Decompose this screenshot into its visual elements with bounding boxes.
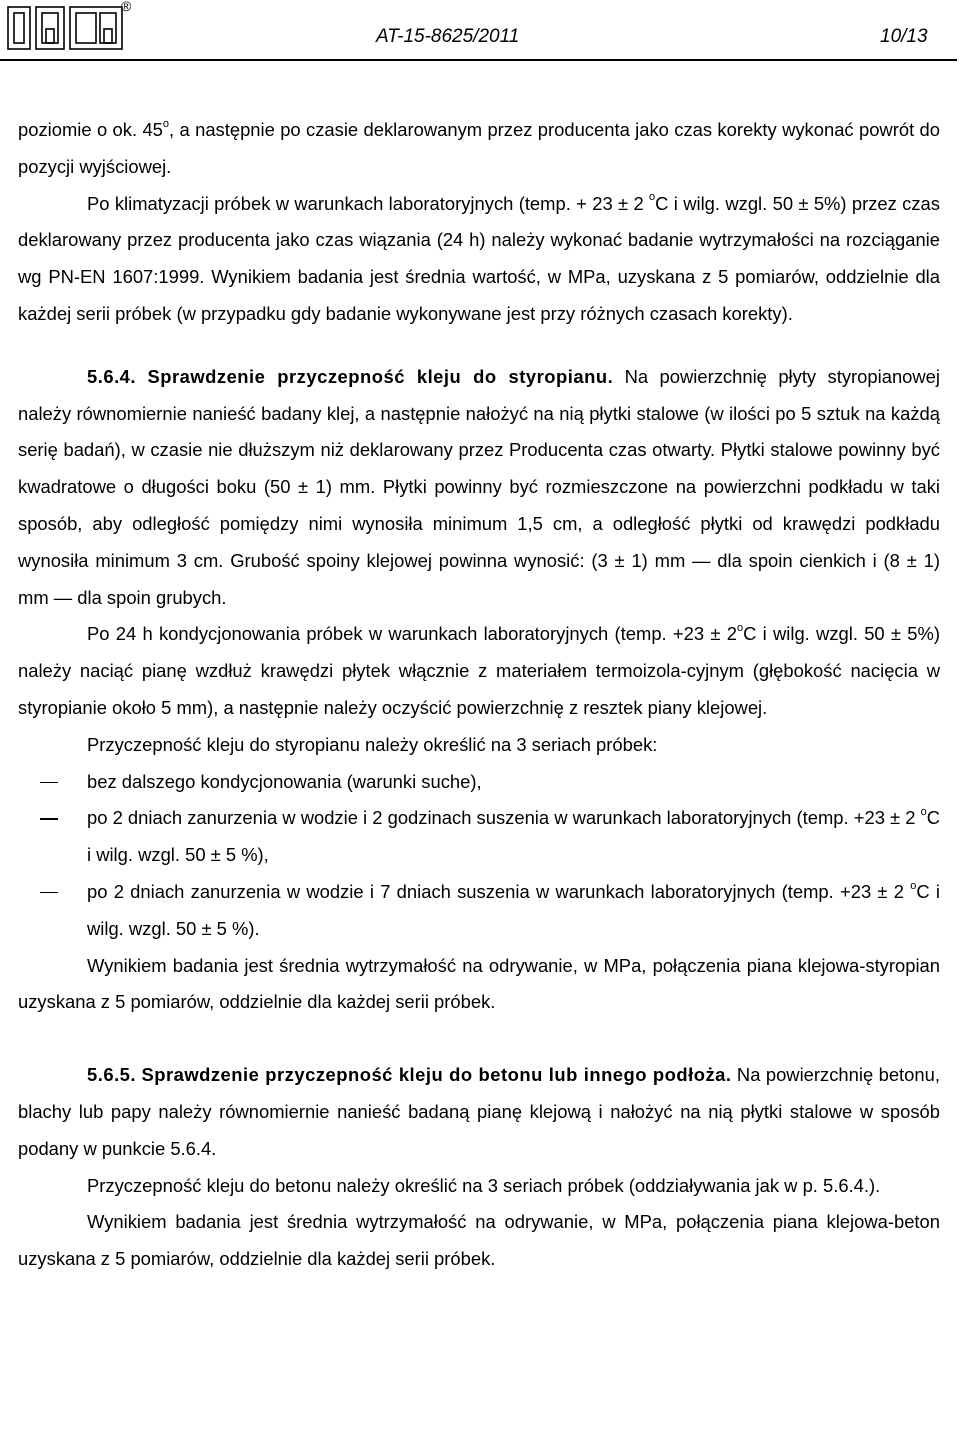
list-item: bez dalszego kondycjonowania (warunki suche), — [18, 764, 940, 801]
paragraph-concrete-series: Przyczepność kleju do betonu należy określić na 3 seriach próbek (oddziaływania jak w p. 5.6.4.). — [87, 1174, 881, 1196]
section-5-6-5: 5.6.5. Sprawdzenie przyczepność kleju do betonu lub innego podłoża. Na powierzchnię betonu, blachy lub papy należy równomiernie nanieść badaną pianę klejową i nałożyć na nią płytki stalowe w sposób podany w punkcie 5.6.4. — [18, 1064, 940, 1159]
page-header — [0, 0, 960, 62]
list-item: po 2 dniach zanurzenia w wodzie i 2 godzinach suszenia w warunkach laboratoryjnych (temp. +23 ± 2 $^o$C i wilg. wzgl. 50 ± 5 %), — [18, 800, 940, 874]
paragraph-continuation: poziomie o ok. 45$^o$, a następnie po czasie deklarowanym przez producenta jako czas korekty wykonać powrót do pozycji wyjściowej. — [18, 117, 940, 177]
document-body — [18, 112, 940, 1278]
spacer — [18, 1021, 940, 1057]
page-number: 10/13 — [880, 26, 928, 47]
paragraph-result-styrofoam: Wynikiem badania jest średnia wytrzymałość na odrywanie, w MPa, połączenia piana klejowa-styropian uzyskana z 5 pomiarów, oddzielnie dla każdej serii próbek. — [18, 954, 940, 1013]
dash-bullet-icon — [18, 800, 87, 874]
registered-mark: ® — [121, 0, 132, 14]
section-number: 5.6.5. — [87, 1064, 137, 1086]
section-title: Sprawdzenie przyczepność kleju do betonu lub innego podłoża. — [141, 1064, 732, 1086]
list-item: po 2 dniach zanurzenia w wodzie i 7 dniach suszenia w warunkach laboratoryjnych (temp. +23 ± 2 $^o$C i wilg. wzgl. 50 ± 5 %). — [18, 874, 940, 948]
paragraph-result-concrete: Wynikiem badania jest średnia wytrzymałość na odrywanie, w MPa, połączenia piana klejowa-beton uzyskana z 5 pomiarów, oddzielnie dla każdej serii próbek. — [18, 1211, 940, 1270]
document-id: AT-15-8625/2011 — [376, 26, 520, 47]
paragraph-conditioning: Po 24 h kondycjonowania próbek w warunkach laboratoryjnych (temp. $+23 \pm 2^oC$ i wilg. wzgl. 50 ± 5%) należy naciąć pianę wzdłuż krawędzi płytek włącznie z materiałem termoizola-cyjnym (głębokość nacięcia w styropianie około 5 mm), a następnie należy oczyścić powierzchnię z resztek piany klejowej. — [18, 622, 940, 718]
dash-bullet-icon — [18, 874, 87, 948]
paragraph-series-intro: Przyczepność kleju do styropianu należy określić na 3 seriach próbek: — [87, 733, 658, 755]
section-title: Sprawdzenie przyczepność kleju do styropianu. — [147, 365, 614, 387]
itb-logo — [6, 3, 126, 51]
paragraph-tensile-test: Po klimatyzacji próbek w warunkach laboratoryjnych (temp. + 23 ± 2 $^o$C i wilg. wzgl. 50 ± 5%) przez czas deklarowany przez producenta jako czas wiązania (24 h) należy wykonać badanie wytrzymałości na rozciąganie wg PN-EN 1607:1999. Wynikiem badania jest średnia wartość, w MPa, uzyskana z 5 pomiarów, oddzielnie dla każdej serii próbek (w przypadku gdy badanie wykonywane jest przy różnych czasach korekty). — [18, 191, 940, 324]
header-rule — [0, 59, 957, 61]
section-5-6-4: 5.6.4. Sprawdzenie przyczepność kleju do styropianu. Na powierzchnię płyty styropianowej należy równomiernie nanieść badany klej, a następnie nałożyć na nią płytki stalowe (w ilości po 5 sztuk na każdą serię badań), w czasie nie dłuższym niż deklarowany przez Producenta czas otwarty. Płytki stalowe powinny być kwadratowe o długości boku (50 ± 1) mm. Płytki powinny być rozmieszczone na powierzchni podkładu w taki sposób, aby odległość pomiędzy nimi wynosiła minimum 1,5 cm, a odległość płytki od krawędzi podkładu wynosiła minimum 3 cm. Grubość spoiny klejowej powinna wynosić: (3 ± 1) mm — dla spoin cienkich i (8 ± 1) mm — dla spoin grubych. — [18, 365, 940, 608]
section-number: 5.6.4. — [87, 365, 137, 387]
spacer — [18, 333, 940, 359]
dash-bullet-icon — [18, 764, 87, 801]
